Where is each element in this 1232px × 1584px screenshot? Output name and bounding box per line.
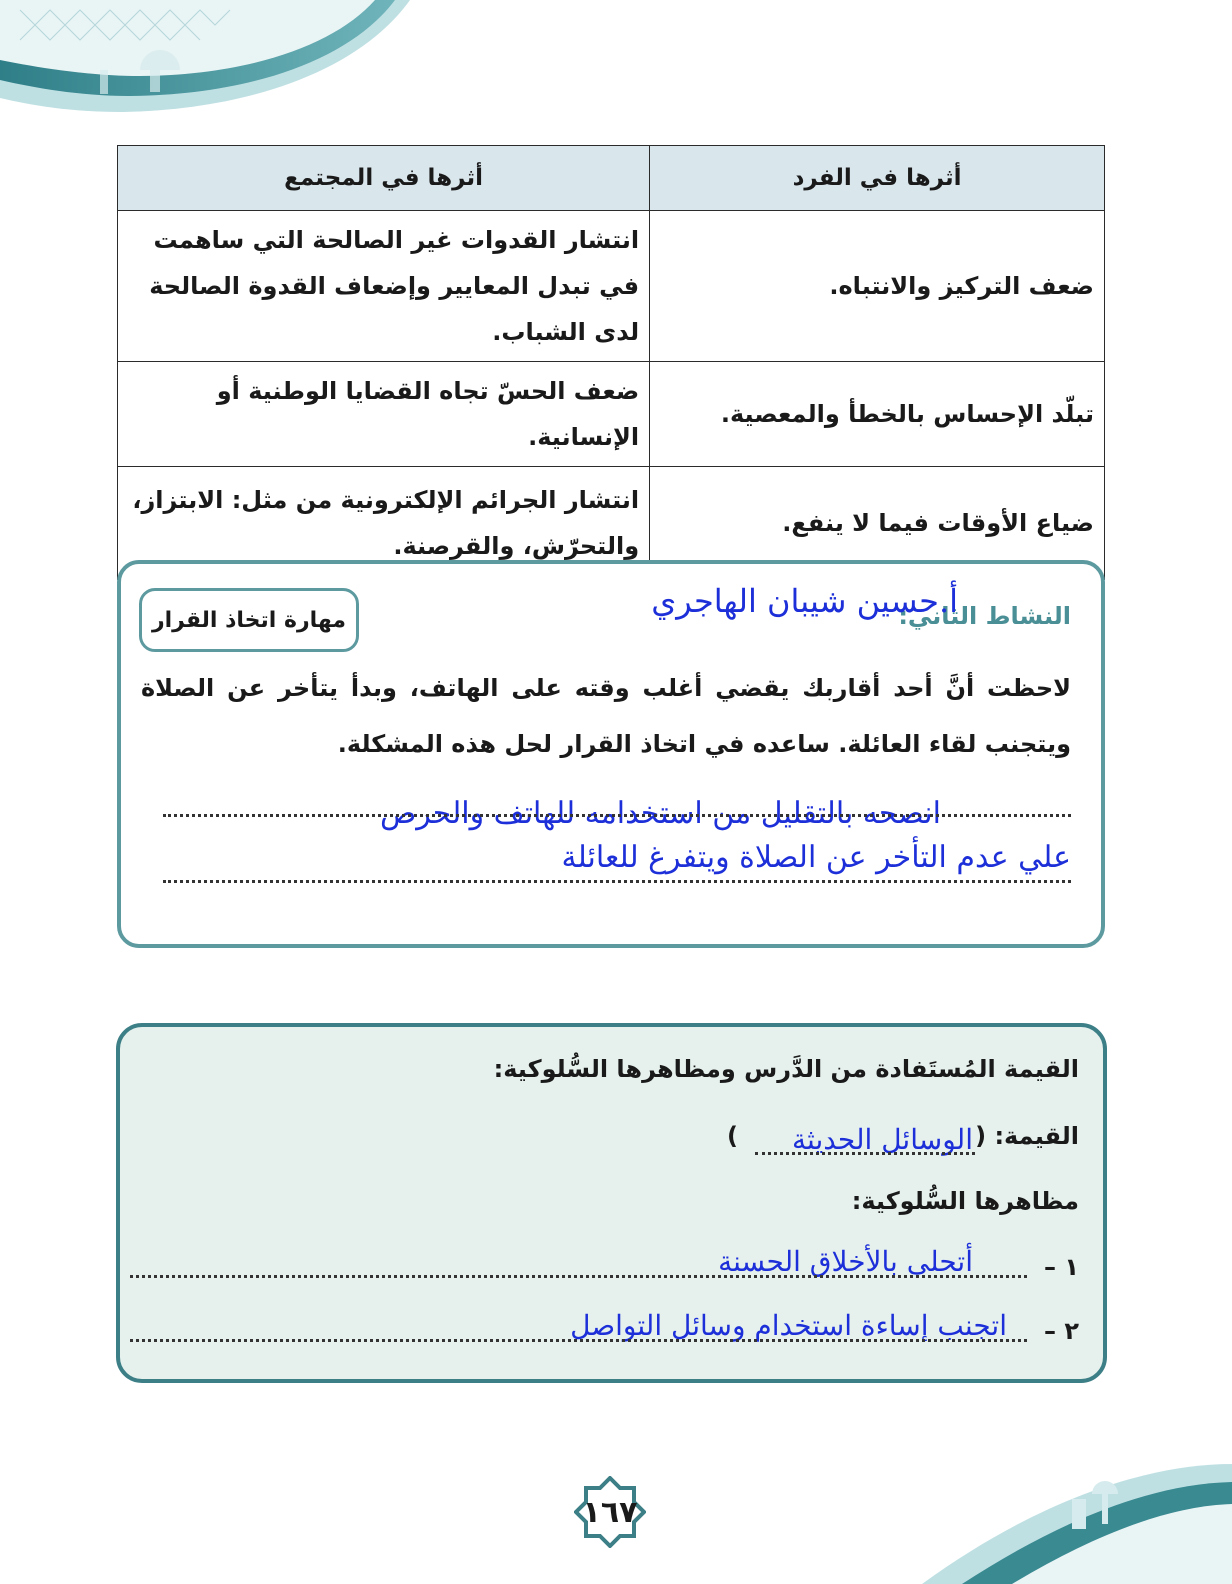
value-box: [116, 1023, 1107, 1383]
behavior-number-2: ٢ –: [1043, 1317, 1079, 1345]
header-individual: أثرها في الفرد: [650, 146, 1105, 211]
activity-title: النشاط الثاني:: [898, 602, 1071, 630]
behavior-number-1: ١ –: [1043, 1253, 1079, 1281]
value-label: القيمة: (: [975, 1122, 1079, 1150]
activity-box: [117, 560, 1105, 948]
skill-badge: مهارة اتخاذ القرار: [139, 588, 359, 652]
answer-dotted-line-2: [163, 880, 1071, 883]
value-close-paren: ): [727, 1122, 738, 1150]
top-left-ornament: [0, 0, 420, 115]
cell-individual: ضياع الأوقات فيما لا ينفع.: [650, 467, 1105, 580]
effects-table: [117, 145, 1105, 580]
answer-dotted-line-1: [163, 814, 1071, 817]
value-dotted-line: [755, 1152, 975, 1155]
handwritten-name: أ.حسين شيبان الهاجري: [651, 582, 958, 620]
behaviors-label: مظاهرها السُّلوكية:: [851, 1187, 1079, 1215]
cell-individual: ضعف التركيز والانتباه.: [650, 211, 1105, 362]
cell-society: ضعف الحسّ تجاه القضايا الوطنية أو الإنسانية.: [118, 362, 650, 467]
cell-individual: تبلّد الإحساس بالخطأ والمعصية.: [650, 362, 1105, 467]
page-number: ١٦٧: [582, 1494, 638, 1530]
answer-line-2[interactable]: علي عدم التأخر عن الصلاة ويتفرغ للعائلة: [561, 840, 1071, 875]
behavior-answer-2[interactable]: اتجنب إساءة استخدام وسائل التواصل: [570, 1309, 1007, 1342]
behavior-dotted-line-2: [130, 1339, 1027, 1342]
cell-society: انتشار الجرائم الإلكترونية من مثل: الابتزاز، والتحرّش، والقرصنة.: [118, 467, 650, 580]
header-society: أثرها في المجتمع: [118, 146, 650, 211]
behavior-answer-1[interactable]: أتحلى بالأخلاق الحسنة: [718, 1245, 973, 1278]
bottom-right-ornament: [892, 1454, 1232, 1584]
answer-line-1[interactable]: انصحه بالتقليل من استخدامه للهاتف والحرص: [379, 796, 941, 831]
cell-society: انتشار القدوات غير الصالحة التي ساهمت في تبدل المعايير وإضعاف القدوة الصالحة لدى الشباب.: [118, 211, 650, 362]
behavior-dotted-line-1: [130, 1275, 1027, 1278]
table-row: [118, 211, 1105, 362]
value-heading: القيمة المُستَفادة من الدَّرس ومظاهرها السُّلوكية:: [493, 1055, 1079, 1083]
value-answer[interactable]: الوسائل الحديثة: [791, 1123, 973, 1156]
table-row: [118, 362, 1105, 467]
scenario-text: لاحظت أنَّ أحد أقاربك يقضي أغلب وقته على الهاتف، وبدأ يتأخر عن الصلاة ويتجنب لقاء العائلة. ساعده في اتخاذ القرار لحل هذه المشكلة.: [141, 674, 1071, 758]
table-header-row: [118, 146, 1105, 211]
